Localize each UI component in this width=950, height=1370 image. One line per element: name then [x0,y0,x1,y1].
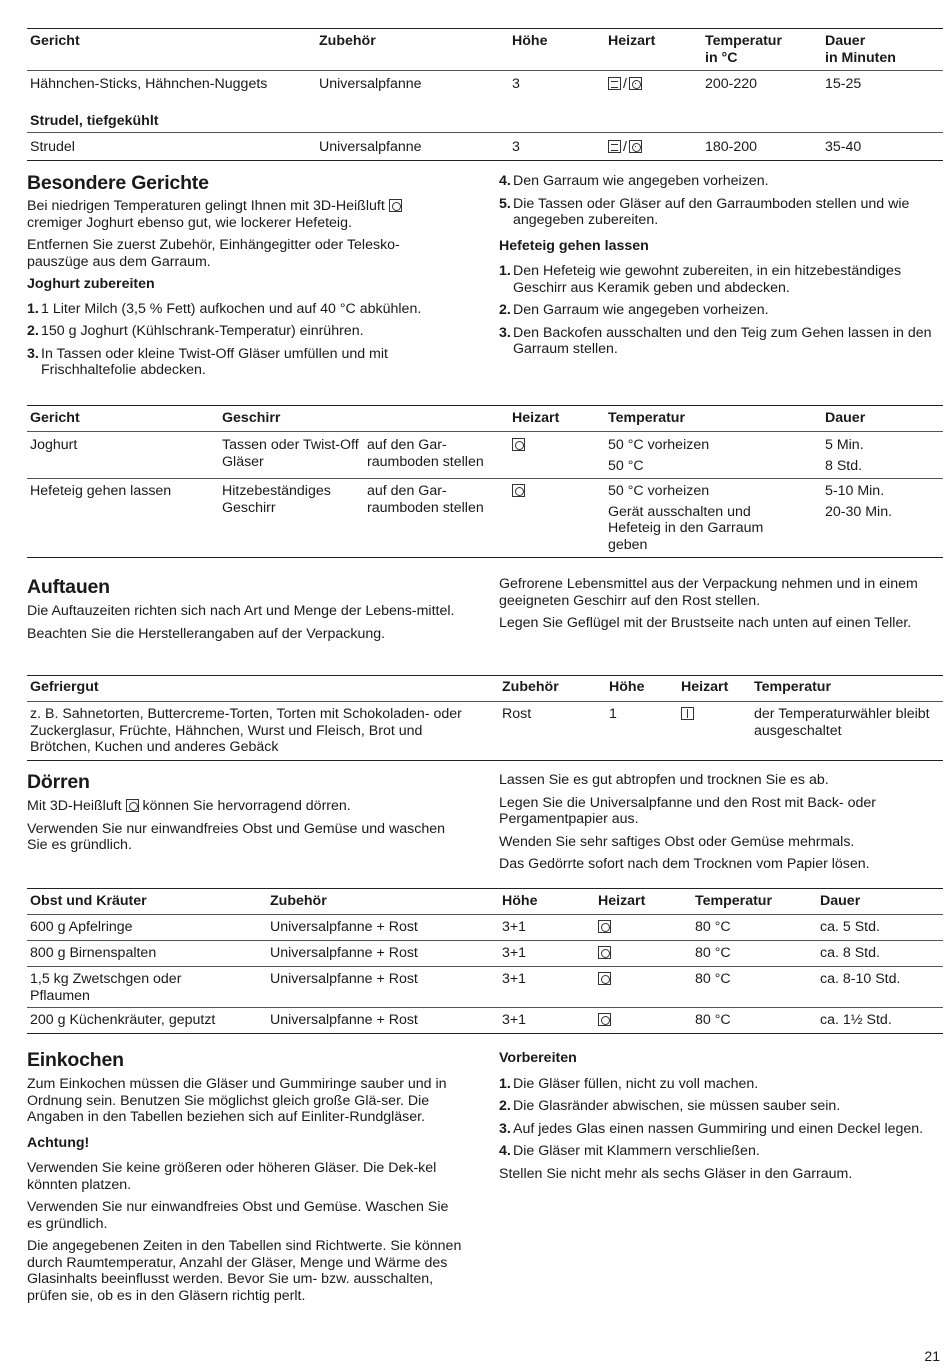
list-item: 2. Den Garraum wie angegeben vorheizen. [499,302,769,318]
table-dishes [27,28,943,161]
doerren-right-column: Lassen Sie es gut abtropfen und trocknen Sie es ab. Legen Sie die Universalpfanne und den Rost mit Back- oder Pergamentpapier aus. Wenden Sie sehr saftiges Obst oder Gemüse mehrmals. Das Gedörrte sofort nach dem Trocknen vom Papier lösen. [499,772,876,872]
besondere-right-column [499,173,939,358]
list-item: 2. Die Glasränder abwischen, sie müssen sauber sein. [499,1098,841,1114]
section-row: Strudel, tiefgekühlt [27,111,943,133]
table-row: Hähnchen-Sticks, Hähnchen-Nuggets Universalpfanne 3 / 200-220 15-25 [30,76,862,92]
list-item: 4. Den Garraum wie angegeben vorheizen. [499,173,769,189]
table-row: Hefeteig gehen lassen Hitzebeständiges Geschirr auf den Gar-raumboden stellen 50 °C vorheizen 5-10 Min. [27,479,943,503]
table-special-dishes: Gericht Geschirr Heizart Temperatur Dauer Joghurt Tassen oder Twist-Off Gläser auf den Gar-raumboden stellen 50 °C vorheizen 5 Min. 50 °C 8 Std. Hefeteig gehen lassen Hitzebeständiges Geschirr auf den Gar-raumboden stellen 50 °C vorheizen 5-10 Min. Gerät ausschalten und Hefeteig in den Garraum geben 20-30 Min. [27,405,943,558]
list-item: 1. Die Gläser füllen, nicht zu voll machen. [499,1075,759,1092]
heading-auftauen: Auftauen [27,576,110,598]
joghurt-heading: Joghurt zubereiten [27,276,155,292]
doerren-left-column: Mit 3D-Heißluft können Sie hervorragend dörren. Verwenden Sie nur einwandfreies Obst und Gemüse und waschen Sie es gründlich. [27,798,445,853]
3d-hot-air-icon [126,799,139,812]
table-thawing: Gefriergut Zubehör Höhe Heizart Temperatur z. B. Sahnetorten, Buttercreme-Torten, Torten mit Schokoladen- oder Zuckerglasur, Früchte, Hähnchen, Wurst und Fleisch, Brot und Brötchen, Kuchen und anderes Gebäck Rost 1 der Temperaturwähler bleibt ausgeschaltet [27,675,943,761]
list-item: 1. 1 Liter Milch (3,5 % Fett) aufkochen und auf 40 °C abkühlen. [27,300,422,317]
besondere-left-column: Bei niedrigen Temperaturen gelingt Ihnen mit 3D-Heißluft cremiger Joghurt ebenso gut, wie lockerer Hefeteig. Entfernen Sie zuerst Zubehör, Einhängegitter oder Telesko-pauszüge aus dem Garraum. Joghurt zubereiten 1. 1 Liter Milch (3,5 % Fett) aufkochen und auf 40 °C abkühlen. 2. 150 g Joghurt (Kühlschrank-Temperatur) einrühren. 3. In Tassen oder kleine Twist-Off Gläser umfüllen und mit Frischhaltefolie abdecken. [27,198,467,379]
3d-hot-air-icon [512,438,525,451]
list-item: 4. Die Gläser mit Klammern verschließen. [499,1143,760,1159]
top-bottom-heat-icon [608,140,621,153]
auftauen-left-column: Die Auftauzeiten richten sich nach Art und Menge der Lebens-mittel. Beachten Sie die Herstellerangaben auf der Verpackung. [27,603,455,642]
3d-hot-air-icon [598,972,611,985]
table-row: Joghurt Tassen oder Twist-Off Gläser auf den Gar-raumboden stellen 50 °C vorheizen 5 Min. [30,437,864,470]
th-heizart: Heizart [605,29,702,71]
th-dauer: Dauer in Minuten [822,29,943,71]
hot-air-icon [629,77,642,90]
3d-hot-air-icon [389,199,402,212]
hot-air-icon [629,140,642,153]
table-row: Strudel Universalpfanne 3 / 180-200 35-40 [30,139,862,155]
heading-doerren: Dörren [27,771,90,793]
table-row: 600 g Apfelringe Universalpfanne + Rost 3+1 80 °C ca. 5 Std. [27,915,943,941]
defrost-icon [681,707,694,720]
3d-hot-air-icon [598,920,611,933]
th-hoehe: Höhe [509,29,605,71]
einkochen-left-column: Zum Einkochen müssen die Gläser und Gummiringe sauber und in Ordnung sein. Benutzen Sie möglichst gleich große Glä-ser. Die Angaben in den Tabellen beziehen sich auf Einliter-Rundgläser. Achtung! Verwenden Sie keine größeren oder höheren Gläser. Die Dek-kel könnten platzen. Verwenden Sie nur einwandfreies Obst und Gemüse. Waschen Sie es gründlich. Die angegebenen Zeiten in den Tabellen sind Richtwerte. Sie können durch Raumtemperatur, Anzahl der Gläser, Menge und Wärme des Glasinhalts beeinflusst werden. Bevor Sie um- bzw. ausschalten, prüfen sie, ob es in den Gläsern richtig perlt. [27,1076,467,1304]
achtung-heading: Achtung! [27,1134,90,1151]
hefe-heading: Hefeteig gehen lassen [499,237,649,254]
heading-einkochen: Einkochen [27,1049,124,1071]
list-item: 3. Auf jedes Glas einen nassen Gummiring und einen Deckel legen. [499,1120,924,1137]
table-row: 800 g Birnenspalten Universalpfanne + Rost 3+1 80 °C ca. 8 Std. [27,941,943,967]
table-row: 200 g Küchenkräuter, geputzt Universalpfanne + Rost 3+1 80 °C ca. 1½ Std. [30,1012,892,1028]
auftauen-right-column: Gefrorene Lebensmittel aus der Verpackung nehmen und in einem geeigneten Geschirr auf den Rost stellen. Legen Sie Geflügel mit der Brustseite nach unten auf einen Teller. [499,576,918,631]
3d-hot-air-icon [598,1013,611,1026]
page-number: 21 [924,1347,940,1364]
list-item: 3. In Tassen oder kleine Twist-Off Gläser umfüllen und mit Frischhaltefolie abdecken. [27,345,388,378]
einkochen-right-column: Vorbereiten 1. Die Gläser füllen, nicht zu voll machen. 2. Die Glasränder abwischen, sie müssen sauber sein. 3. Auf jedes Glas einen nassen Gummiring und einen Deckel legen. 4. Die Gläser mit Klammern verschließen. Stellen Sie nicht mehr als sechs Gläser in den Garraum. [499,1050,939,1182]
table-row: 1,5 kg Zwetschgen oder Pflaumen Universalpfanne + Rost 3+1 80 °C ca. 8-10 Std. [27,967,943,1008]
top-bottom-heat-icon [608,77,621,90]
th-gericht: Gericht [27,29,316,71]
list-item: 5. Die Tassen oder Gläser auf den Garraumboden stellen und wie angegeben zubereiten. [499,195,910,228]
th-temperatur: Temperatur in °C [702,29,822,71]
table-row: z. B. Sahnetorten, Buttercreme-Torten, Torten mit Schokoladen- oder Zuckerglasur, Früchte, Hähnchen, Wurst und Fleisch, Brot und Brötchen, Kuchen und anderes Gebäck Rost 1 der Temperaturwähler bleibt ausgeschaltet [30,706,930,755]
3d-hot-air-icon [598,946,611,959]
vorbereiten-heading: Vorbereiten [499,1050,577,1066]
table-drying: Obst und Kräuter Zubehör Höhe Heizart Temperatur Dauer 600 g Apfelringe Universalpfanne + Rost 3+1 80 °C ca. 5 Std. 800 g Birnenspalten Universalpfanne + Rost 3+1 80 °C ca. 8 Std. 1,5 kg Zwetschgen oder Pflaumen Universalpfanne + Rost 3+1 80 °C ca. 8-10 Std. 200 g Küchenkräuter, geputzt Universalpfanne + Rost 3+1 80 °C ca. 1½ Std. [27,888,943,1034]
heading-besondere-gerichte: Besondere Gerichte [27,172,209,194]
list-item: 3. Den Backofen ausschalten und den Teig zum Gehen lassen in den Garraum stellen. [499,324,932,357]
list-item: 2. 150 g Joghurt (Kühlschrank-Temperatur) einrühren. [27,323,364,339]
list-item: 1. Den Hefeteig wie gewohnt zubereiten, in ein hitzebeständiges Geschirr aus Keramik geben und abdecken. [499,263,902,296]
th-zubehoer: Zubehör [316,29,509,71]
3d-hot-air-icon [512,484,525,497]
